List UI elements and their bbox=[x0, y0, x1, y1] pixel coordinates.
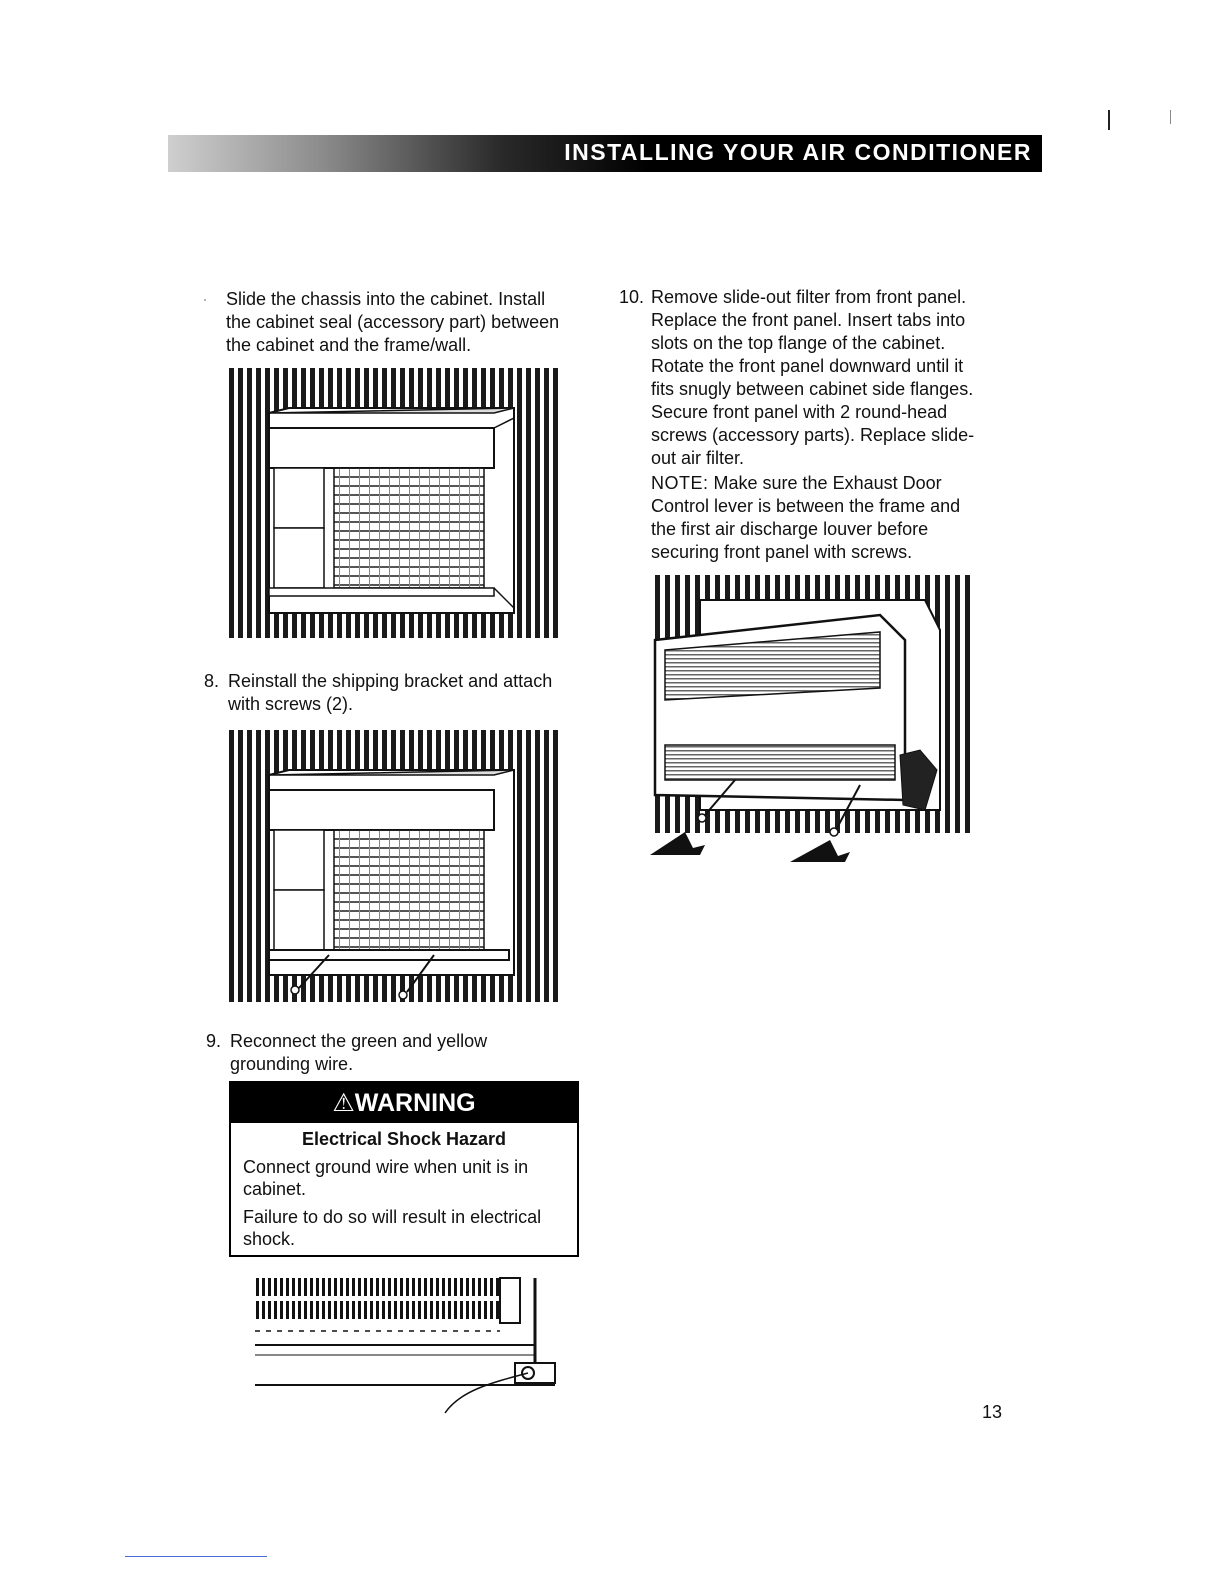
step-text-line: fits snugly between cabinet side flanges. bbox=[651, 379, 974, 399]
footer-link-underline bbox=[125, 1556, 267, 1557]
step-7 bbox=[202, 288, 592, 360]
warning-subheading: Electrical Shock Hazard bbox=[301, 1129, 507, 1149]
warning-line: Failure to do so will result in electrical bbox=[243, 1207, 542, 1227]
warning-paragraph bbox=[243, 1156, 565, 1200]
warning-line: cabinet. bbox=[243, 1179, 307, 1199]
page-number: 13 bbox=[982, 1402, 1003, 1422]
step-number: 9. bbox=[206, 1031, 222, 1051]
step-text-line: the cabinet and the frame/wall. bbox=[226, 335, 472, 355]
step-text-line: Remove slide-out filter from front panel. bbox=[651, 287, 967, 307]
warning-paragraph bbox=[243, 1206, 565, 1250]
ground-wire-icon bbox=[250, 1273, 560, 1423]
note-label: NOTE: bbox=[651, 473, 709, 493]
section-header-bar bbox=[168, 135, 1042, 172]
step-number: · bbox=[202, 289, 208, 309]
step-text bbox=[651, 286, 974, 564]
shipping-bracket-screws-icon bbox=[229, 730, 559, 1002]
note-line: securing front panel with screws. bbox=[651, 542, 913, 562]
front-panel-install-icon bbox=[645, 570, 980, 870]
step-9 bbox=[206, 1030, 596, 1080]
step-text-line: screws (accessory parts). Replace slide- bbox=[651, 425, 975, 445]
warning-line: Connect ground wire when unit is in bbox=[243, 1157, 529, 1177]
note-line: Control lever is between the frame and bbox=[651, 496, 961, 516]
step-10 bbox=[619, 286, 1019, 561]
step-text-line: Slide the chassis into the cabinet. Install bbox=[226, 289, 546, 309]
note-line: the first air discharge louver before bbox=[651, 519, 929, 539]
step-number: 8. bbox=[204, 671, 220, 691]
step-text-line: out air filter. bbox=[651, 448, 745, 468]
section-title: INSTALLING YOUR AIR CONDITIONER bbox=[564, 139, 1032, 165]
note bbox=[651, 472, 974, 495]
step-text-line: grounding wire. bbox=[230, 1054, 354, 1074]
margin-mark bbox=[1170, 110, 1171, 124]
margin-mark bbox=[1108, 110, 1110, 130]
step-text-line: Replace the front panel. Insert tabs into bbox=[651, 310, 966, 330]
step-text-line: slots on the top flange of the cabinet. bbox=[651, 333, 946, 353]
step-number: 10. bbox=[619, 287, 645, 307]
step-text-line: Reinstall the shipping bracket and attach bbox=[228, 671, 553, 691]
step-text-line: the cabinet seal (accessory part) between bbox=[226, 312, 560, 332]
step-text-line: Secure front panel with 2 round-head bbox=[651, 402, 948, 422]
step-text-line: Reconnect the green and yellow bbox=[230, 1031, 488, 1051]
warning-heading: ⚠WARNING bbox=[231, 1083, 577, 1123]
step-text bbox=[228, 670, 552, 716]
step-text bbox=[226, 288, 559, 357]
step-8 bbox=[204, 670, 594, 720]
step-text bbox=[230, 1030, 487, 1076]
warning-box bbox=[229, 1081, 579, 1257]
warning-line: shock. bbox=[243, 1229, 296, 1249]
ac-chassis-in-cabinet-icon bbox=[229, 368, 559, 638]
step-text-line: with screws (2). bbox=[228, 694, 354, 714]
step-text-line: Rotate the front panel downward until it bbox=[651, 356, 964, 376]
note-line: Make sure the Exhaust Door bbox=[708, 473, 942, 493]
